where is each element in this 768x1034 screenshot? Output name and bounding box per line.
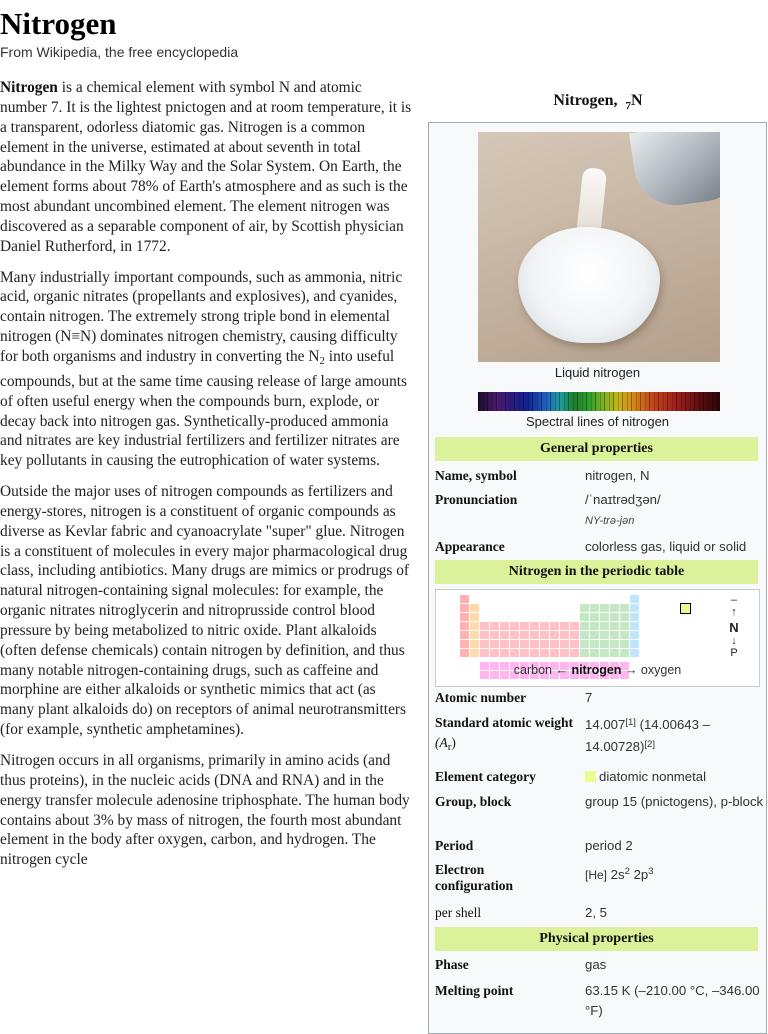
- periodic-cell: [570, 631, 579, 639]
- periodic-cell: [550, 649, 559, 657]
- paragraph-biology: Nitrogen occurs in all organisms, primarily in amino acids (and thus proteins), in the nucleic acids (DNA and RNA) and in the energy transfer molecule adenosine triphosphate. The human body contains about 3% by mass of nitrogen, the fourth most abundant element in the body after oxygen, carbon, and hydrogen. The nitrogen cycle: [0, 752, 410, 869]
- row-label: Group, block: [435, 794, 512, 809]
- periodic-cell: [580, 604, 589, 612]
- atomic-weight-label: Standard atomic weight: [435, 715, 573, 730]
- periodic-cell: [500, 640, 509, 648]
- atomic-weight-symbol-sub: r: [447, 741, 452, 753]
- periodic-cell: [610, 622, 619, 630]
- periodic-cell: [540, 640, 549, 648]
- periodic-cell: [460, 640, 469, 648]
- current-symbol: N: [729, 620, 739, 635]
- periodic-cell: [520, 649, 529, 657]
- periodic-cell: [510, 622, 519, 630]
- row-label: Pronunciation: [435, 492, 518, 507]
- periodic-cell: [550, 631, 559, 639]
- config-2p-sup: 3: [648, 866, 654, 877]
- row-label: Appearance: [435, 539, 505, 554]
- noble-gas-core[interactable]: [He]: [585, 868, 608, 882]
- periodic-cell: [630, 640, 639, 648]
- periodic-cell: [630, 604, 639, 612]
- row-value: 2, 5: [585, 905, 607, 920]
- periodic-cell: [590, 631, 599, 639]
- row-value: 63.15 K (–210.00 °C, –346.00 °F): [585, 983, 760, 1018]
- periodic-cell: [550, 640, 559, 648]
- periodic-cell: [540, 631, 549, 639]
- left-arrow-icon: ←: [555, 663, 568, 677]
- periodic-cell: [610, 649, 619, 657]
- row-label: Phase: [435, 957, 469, 972]
- periodic-cell: [530, 640, 539, 648]
- row-value: colorless gas, liquid or solid: [585, 539, 747, 554]
- periodic-cell: [460, 631, 469, 639]
- respelling: NY-trə-jən: [585, 515, 635, 527]
- row-label: Name, symbol: [435, 468, 517, 483]
- atomic-weight-symbol: (A: [435, 735, 448, 750]
- periodic-cell: [610, 631, 619, 639]
- down-arrow-icon: ↓: [731, 635, 737, 647]
- periodic-cell: [610, 640, 619, 648]
- element-infobox: [428, 122, 767, 1034]
- paragraph-compounds-text-b: into useful compounds, but at the same time causing release of large amounts of often useful energy when the compounds burn, explode, or decay back into nitrogen gas. Synthetically-produced ammonia and nitrates are key industrial fertilizers and fertilizer nitrates are key pollutants in causing the eutrophication of water systems.: [0, 347, 408, 470]
- dewar-container-shape: [629, 132, 720, 211]
- right-arrow-icon: →: [624, 663, 638, 677]
- periodic-cell: [580, 649, 589, 657]
- periodic-cell: [590, 640, 599, 648]
- config-2p: 2p: [629, 867, 649, 882]
- periodic-cell: [470, 649, 479, 657]
- row-value: [585, 767, 765, 787]
- paragraph-intro-text: is a chemical element with symbol N and atomic number 7. It is the lightest pnictogen and at room temperature, it is a transparent, odorless diatomic gas. Nitrogen is a common element in the universe, estimated at about seventh in total abundance in the Milky Way and the Solar System. On Earth, the element forms about 78% of Earth's atmosphere and as such is the most abundant uncombined element. The element nitrogen was discovered as a separable component of air, by Scottish physician Daniel Rutherford, in 1772.: [0, 79, 412, 255]
- periodic-cell: [630, 613, 639, 621]
- periodic-cell: [490, 640, 499, 648]
- periodic-cell: [580, 622, 589, 630]
- periodic-cell: [630, 622, 639, 630]
- periodic-cell: [580, 640, 589, 648]
- periodic-cell: [560, 640, 569, 648]
- periodic-cell: [570, 640, 579, 648]
- reference-2-link[interactable]: [2]: [644, 739, 655, 750]
- periodic-cell: [590, 622, 599, 630]
- period-navigation: [436, 663, 759, 677]
- left-neighbor-link[interactable]: carbon: [513, 663, 552, 677]
- periodic-cell: [490, 622, 499, 630]
- periodic-cell: [620, 613, 629, 621]
- periodic-cell: [520, 631, 529, 639]
- row-label: Electron configuration: [435, 862, 514, 893]
- image-caption: Liquid nitrogen: [554, 365, 641, 380]
- section-periodic-table: Nitrogen in the periodic table: [435, 560, 758, 584]
- periodic-cell: [490, 649, 499, 657]
- periodic-cell: [610, 613, 619, 621]
- up-arrow-icon: ↑: [731, 606, 737, 618]
- n2-subscript: 2: [319, 354, 325, 367]
- row-label: Melting point: [435, 983, 514, 998]
- periodic-cell: [590, 613, 599, 621]
- periodic-cell: [560, 631, 569, 639]
- periodic-cell: [630, 595, 639, 603]
- periodic-cell: [560, 622, 569, 630]
- liquid-nitrogen-image[interactable]: [478, 132, 720, 362]
- periodic-cell: [620, 604, 629, 612]
- periodic-cell: [550, 622, 559, 630]
- paragraph-intro: [0, 78, 412, 257]
- current-element: nitrogen: [571, 663, 622, 677]
- config-2s: 2s: [607, 867, 625, 882]
- periodic-cell: [460, 595, 469, 603]
- periodic-cell: [480, 631, 489, 639]
- nitrogen-highlight-cell: [680, 603, 691, 614]
- spectrum-caption: Spectral lines of nitrogen: [525, 414, 670, 429]
- periodic-cell: [520, 622, 529, 630]
- ipa-link[interactable]: /ˈnaɪtrədʒən/: [585, 492, 661, 507]
- periodic-cell: [580, 613, 589, 621]
- periodic-cell: [620, 649, 629, 657]
- section-physical-properties: Physical properties: [435, 927, 758, 951]
- periodic-cell: [470, 640, 479, 648]
- periodic-cell: [470, 622, 479, 630]
- periodic-cell: [490, 631, 499, 639]
- row-value: nitrogen, N: [585, 468, 650, 483]
- group-navigation: [722, 594, 746, 658]
- periodic-cell: [480, 640, 489, 648]
- row-label: Element category: [435, 769, 536, 784]
- periodic-cell: [540, 649, 549, 657]
- periodic-cell: [500, 649, 509, 657]
- periodic-cell: [600, 649, 609, 657]
- periodic-cell: [480, 622, 489, 630]
- periodic-cell: [510, 640, 519, 648]
- periodic-cell: [470, 613, 479, 621]
- infobox-element-name: Nitrogen,: [553, 92, 618, 109]
- spectral-line-overlay: [478, 392, 720, 411]
- periodic-cell: [540, 622, 549, 630]
- row-label: Period: [435, 838, 474, 853]
- periodic-cell: [590, 604, 599, 612]
- row-label: [435, 713, 575, 757]
- spectral-lines-image[interactable]: [478, 392, 720, 411]
- periodic-cell: [520, 640, 529, 648]
- row-value: period 2: [585, 838, 633, 853]
- periodic-cell: [460, 649, 469, 657]
- periodic-cell: [620, 640, 629, 648]
- periodic-cell: [630, 631, 639, 639]
- periodic-table-mini[interactable]: [435, 589, 760, 687]
- row-value: group 15 (pnictogens), p-block: [585, 794, 764, 809]
- periodic-cell: [590, 649, 599, 657]
- periodic-cell: [530, 622, 539, 630]
- periodic-cell: [470, 604, 479, 612]
- paragraph-uses: Outside the major uses of nitrogen compounds as fertilizers and energy-stores, nitrogen is a constituent of organic compounds as diverse as Kevlar fabric and cyanoacrylate "super" glue. Nitrogen is a constituent of molecules in every major pharmacological drug class, including antibiotics. Many drugs are mimics or prodrugs of natural nitrogen-containing signal molecules: for example, the organic nitrates nitroglycerin and nitroprusside control blood pressure by being metabolized to nitric oxide. Plant alkaloids (often defense chemicals) contain nitrogen by definition, and thus many notable nitrogen-containing drugs, such as caffeine and morphine are either alkaloids or synthetic mimics that act (as many plant alkaloids do) on receptors of animal neurotransmitters (for example, synthetic amphetamines).: [0, 483, 410, 739]
- paragraph-compounds-text-a: Many industrially important compounds, such as ammonia, nitric acid, organic nitrates (propellants and explosives), and cyanides, contain nitrogen. The extremely strong triple bond in elemental nitrogen (N≡N) dominates nitrogen chemistry, causing difficulty for both organisms and industry in converting the N: [0, 268, 403, 365]
- config-2s-sup: 2: [624, 866, 630, 877]
- periodic-cell: [510, 631, 519, 639]
- bowl-shape: [518, 227, 660, 343]
- right-neighbor-link[interactable]: oxygen: [640, 663, 682, 677]
- section-general-properties: General properties: [435, 437, 758, 461]
- category-link[interactable]: diatomic nonmetal: [599, 769, 707, 784]
- periodic-cell: [460, 622, 469, 630]
- periodic-cell: [500, 631, 509, 639]
- periodic-cell: [480, 649, 489, 657]
- page-title: Nitrogen: [0, 6, 117, 41]
- periodic-cell: [570, 622, 579, 630]
- periodic-cell: [600, 631, 609, 639]
- periodic-cell: [510, 649, 519, 657]
- page-tagline: From Wikipedia, the free encyclopedia: [0, 44, 239, 60]
- atomic-weight-symbol-close: ): [451, 735, 456, 750]
- periodic-cell: [620, 631, 629, 639]
- periodic-cell: [630, 649, 639, 657]
- category-color-swatch: [585, 771, 596, 782]
- infobox-atomic-number-sub: 7: [625, 100, 632, 112]
- row-label: Atomic number: [435, 690, 527, 705]
- periodic-cell: [610, 604, 619, 612]
- periodic-cell: [600, 604, 609, 612]
- periodic-cell: [570, 649, 579, 657]
- row-value: [585, 862, 765, 885]
- periodic-cell: [620, 622, 629, 630]
- periodic-cell: [600, 640, 609, 648]
- periodic-cell: [600, 622, 609, 630]
- periodic-cell: [530, 631, 539, 639]
- periodic-cell: [580, 631, 589, 639]
- infobox-element-symbol: N: [631, 92, 643, 109]
- reference-1-link[interactable]: [1]: [625, 717, 636, 728]
- below-element-link[interactable]: P: [730, 647, 738, 659]
- periodic-cell: [560, 649, 569, 657]
- periodic-cell: [460, 613, 469, 621]
- periodic-cell: [470, 631, 479, 639]
- above-element: –: [730, 594, 738, 606]
- row-value: [585, 490, 765, 531]
- weight-interval: (14.00643 – 14.00728): [585, 717, 710, 754]
- row-value: [585, 713, 765, 757]
- row-label: per shell: [435, 905, 482, 920]
- periodic-cell: [460, 604, 469, 612]
- weight-conventional: 14.007: [585, 717, 626, 732]
- periodic-cell: [500, 622, 509, 630]
- periodic-cell: [530, 649, 539, 657]
- row-value: 7: [585, 690, 593, 705]
- article-body: [0, 78, 412, 881]
- periodic-cell: [600, 613, 609, 621]
- row-value: gas: [585, 957, 607, 972]
- paragraph-compounds: [0, 268, 412, 471]
- lead-term: Nitrogen: [0, 79, 58, 96]
- infobox-caption: [428, 92, 768, 112]
